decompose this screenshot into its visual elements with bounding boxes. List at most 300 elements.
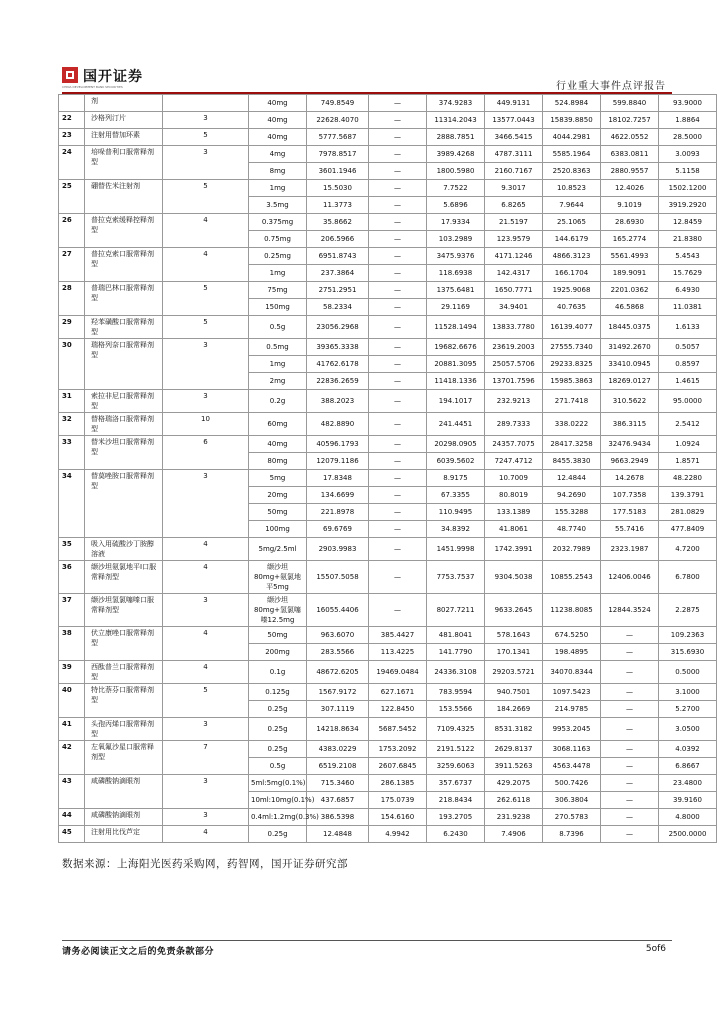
value-cell: 3259.6063 bbox=[427, 758, 485, 775]
spec-cell: 0.2g bbox=[249, 390, 307, 413]
bidder-count-cell: 3 bbox=[163, 775, 249, 809]
value-cell: 6.4930 bbox=[659, 282, 717, 299]
value-cell: 3.0500 bbox=[659, 718, 717, 741]
value-cell: 6039.5602 bbox=[427, 453, 485, 470]
value-cell: 29.1169 bbox=[427, 299, 485, 316]
value-cell: 40.7635 bbox=[543, 299, 601, 316]
value-cell: 262.6118 bbox=[485, 792, 543, 809]
value-cell: 218.8434 bbox=[427, 792, 485, 809]
spec-cell: 100mg bbox=[249, 521, 307, 538]
value-cell: 113.4225 bbox=[369, 644, 427, 661]
value-cell: 783.9594 bbox=[427, 684, 485, 701]
value-cell: 4.8000 bbox=[659, 809, 717, 826]
value-cell: 4563.4478 bbox=[543, 758, 601, 775]
spec-cell: 5mg bbox=[249, 470, 307, 487]
value-cell: 8.7396 bbox=[543, 826, 601, 843]
report-type: 行业重大事件点评报告 bbox=[556, 81, 666, 92]
value-cell: 23.4800 bbox=[659, 775, 717, 792]
value-cell: 58.2334 bbox=[307, 299, 369, 316]
value-cell: — bbox=[369, 248, 427, 265]
value-cell: 8027.7211 bbox=[427, 594, 485, 627]
value-cell: 2323.1987 bbox=[601, 538, 659, 561]
spec-cell: 20mg bbox=[249, 487, 307, 504]
value-cell: 12406.0046 bbox=[601, 561, 659, 594]
value-cell: — bbox=[601, 775, 659, 792]
procurement-price-table bbox=[58, 94, 717, 843]
value-cell: 9633.2645 bbox=[485, 594, 543, 627]
drug-number-cell: 42 bbox=[59, 741, 85, 775]
drug-number-cell: 37 bbox=[59, 594, 85, 627]
value-cell: 12844.3524 bbox=[601, 594, 659, 627]
value-cell: 482.8890 bbox=[307, 413, 369, 436]
value-cell: 2880.9557 bbox=[601, 163, 659, 180]
value-cell: 449.9131 bbox=[485, 95, 543, 112]
value-cell: 25057.5706 bbox=[485, 356, 543, 373]
drug-name-cell: 咸磷酸钠滴眼剂 bbox=[85, 775, 163, 809]
value-cell: 3989.4268 bbox=[427, 146, 485, 163]
value-cell: 16055.4406 bbox=[307, 594, 369, 627]
table-row bbox=[59, 809, 717, 826]
spec-cell: 0.5mg bbox=[249, 339, 307, 356]
value-cell: 271.7418 bbox=[543, 390, 601, 413]
value-cell: 133.1389 bbox=[485, 504, 543, 521]
value-cell: 3475.9376 bbox=[427, 248, 485, 265]
value-cell: — bbox=[369, 163, 427, 180]
value-cell: 1375.6481 bbox=[427, 282, 485, 299]
spec-cell: 0.375mg bbox=[249, 214, 307, 231]
drug-name-cell: 缬沙坦氢氯噻嗪口服常释剂型 bbox=[85, 594, 163, 627]
value-cell: 6.8667 bbox=[659, 758, 717, 775]
value-cell: 184.2669 bbox=[485, 701, 543, 718]
bidder-count-cell: 5 bbox=[163, 180, 249, 214]
value-cell: 599.8840 bbox=[601, 95, 659, 112]
value-cell: — bbox=[369, 521, 427, 538]
value-cell: 386.5398 bbox=[307, 809, 369, 826]
value-cell: 110.9495 bbox=[427, 504, 485, 521]
value-cell: 963.6070 bbox=[307, 627, 369, 644]
value-cell: 12.4844 bbox=[543, 470, 601, 487]
brand-name-english: CHINA DEVELOPMENT BANK SECURITIES bbox=[62, 85, 123, 89]
table-row bbox=[59, 775, 717, 792]
value-cell: — bbox=[369, 594, 427, 627]
value-cell: 1.8864 bbox=[659, 112, 717, 129]
spec-cell: 缬沙坦80mg+氢氯噻嗪12.5mg bbox=[249, 594, 307, 627]
brand-name: 国开证券 bbox=[83, 69, 143, 85]
drug-number-cell: 45 bbox=[59, 826, 85, 843]
spec-cell: 3.5mg bbox=[249, 197, 307, 214]
value-cell: 118.6938 bbox=[427, 265, 485, 282]
value-cell: 437.6857 bbox=[307, 792, 369, 809]
drug-name-cell: 普拉克索缓释控释剂型 bbox=[85, 214, 163, 248]
spec-cell: 40mg bbox=[249, 112, 307, 129]
bidder-count-cell: 3 bbox=[163, 809, 249, 826]
value-cell: — bbox=[369, 197, 427, 214]
value-cell: 940.7501 bbox=[485, 684, 543, 701]
value-cell: 134.6699 bbox=[307, 487, 369, 504]
spec-cell: 40mg bbox=[249, 95, 307, 112]
value-cell: 283.5566 bbox=[307, 644, 369, 661]
value-cell: 20298.0905 bbox=[427, 436, 485, 453]
value-cell: 2032.7989 bbox=[543, 538, 601, 561]
value-cell: 16139.4077 bbox=[543, 316, 601, 339]
value-cell: 198.4895 bbox=[543, 644, 601, 661]
value-cell: — bbox=[601, 758, 659, 775]
spec-cell: 2mg bbox=[249, 373, 307, 390]
drug-name-cell: 替莫唑胺口服常释剂型 bbox=[85, 470, 163, 538]
spec-cell: 0.25g bbox=[249, 701, 307, 718]
value-cell: 39.9160 bbox=[659, 792, 717, 809]
value-cell: 20881.3095 bbox=[427, 356, 485, 373]
value-cell: 28417.3258 bbox=[543, 436, 601, 453]
spec-cell: 1mg bbox=[249, 265, 307, 282]
bidder-count-cell: 3 bbox=[163, 112, 249, 129]
value-cell: 22836.2659 bbox=[307, 373, 369, 390]
drug-number-cell: 39 bbox=[59, 661, 85, 684]
value-cell: — bbox=[369, 504, 427, 521]
value-cell: — bbox=[369, 339, 427, 356]
value-cell: 2500.0000 bbox=[659, 826, 717, 843]
drug-name-cell: 伏立康唑口服常释剂型 bbox=[85, 627, 163, 661]
value-cell: — bbox=[369, 436, 427, 453]
value-cell: 7753.7537 bbox=[427, 561, 485, 594]
value-cell: — bbox=[601, 826, 659, 843]
value-cell: 6.2430 bbox=[427, 826, 485, 843]
value-cell: 13701.7596 bbox=[485, 373, 543, 390]
value-cell: 12.8459 bbox=[659, 214, 717, 231]
value-cell: 21.5197 bbox=[485, 214, 543, 231]
table-row bbox=[59, 129, 717, 146]
value-cell: — bbox=[369, 390, 427, 413]
table-row bbox=[59, 316, 717, 339]
value-cell: 28.6930 bbox=[601, 214, 659, 231]
value-cell: 6519.2108 bbox=[307, 758, 369, 775]
drug-name-cell: 普拉克索口服常释剂型 bbox=[85, 248, 163, 282]
value-cell: 2751.2951 bbox=[307, 282, 369, 299]
table-row bbox=[59, 95, 717, 112]
table-row bbox=[59, 214, 717, 231]
drug-number-cell: 25 bbox=[59, 180, 85, 214]
value-cell: 7247.4712 bbox=[485, 453, 543, 470]
drug-number-cell: 30 bbox=[59, 339, 85, 390]
drug-name-cell: 替格瑞洛口服常释剂型 bbox=[85, 413, 163, 436]
value-cell: — bbox=[369, 561, 427, 594]
spec-cell: 150mg bbox=[249, 299, 307, 316]
value-cell: 48672.6205 bbox=[307, 661, 369, 684]
value-cell: 1.4615 bbox=[659, 373, 717, 390]
spec-cell: 5ml:5mg(0.1%) bbox=[249, 775, 307, 792]
bidder-count-cell: 4 bbox=[163, 661, 249, 684]
table-row bbox=[59, 112, 717, 129]
spec-cell: 40mg bbox=[249, 436, 307, 453]
value-cell: 2160.7167 bbox=[485, 163, 543, 180]
value-cell: 21.8380 bbox=[659, 231, 717, 248]
value-cell: 122.8450 bbox=[369, 701, 427, 718]
value-cell: 1800.5980 bbox=[427, 163, 485, 180]
table-row bbox=[59, 339, 717, 356]
value-cell: — bbox=[369, 299, 427, 316]
value-cell: 123.9579 bbox=[485, 231, 543, 248]
value-cell: 374.9283 bbox=[427, 95, 485, 112]
value-cell: 241.4451 bbox=[427, 413, 485, 436]
value-cell: 11.3773 bbox=[307, 197, 369, 214]
value-cell: 9304.5038 bbox=[485, 561, 543, 594]
spec-cell: 50mg bbox=[249, 627, 307, 644]
value-cell: 306.3804 bbox=[543, 792, 601, 809]
bidder-count-cell: 3 bbox=[163, 718, 249, 741]
value-cell: 155.3288 bbox=[543, 504, 601, 521]
value-cell: 3.0093 bbox=[659, 146, 717, 163]
value-cell: 214.9785 bbox=[543, 701, 601, 718]
disclaimer-text: 请务必阅读正文之后的免责条款部分 bbox=[62, 947, 215, 957]
value-cell: — bbox=[369, 129, 427, 146]
drug-number-cell: 22 bbox=[59, 112, 85, 129]
value-cell: 46.5868 bbox=[601, 299, 659, 316]
bidder-count-cell: 3 bbox=[163, 146, 249, 180]
value-cell: 9.1019 bbox=[601, 197, 659, 214]
value-cell: — bbox=[369, 282, 427, 299]
spec-cell: 缬沙坦80mg+氨氯地平5mg bbox=[249, 561, 307, 594]
drug-number-cell: 34 bbox=[59, 470, 85, 538]
drug-name-cell: 硼替佐米注射剂 bbox=[85, 180, 163, 214]
table-row bbox=[59, 538, 717, 561]
value-cell: 17.9334 bbox=[427, 214, 485, 231]
value-cell: 7.4906 bbox=[485, 826, 543, 843]
drug-name-cell: 咸磷酸钠滴眼剂 bbox=[85, 809, 163, 826]
value-cell: 15507.5058 bbox=[307, 561, 369, 594]
spec-cell: 5mg/2.5ml bbox=[249, 538, 307, 561]
bidder-count-cell: 3 bbox=[163, 339, 249, 390]
spec-cell: 1mg bbox=[249, 180, 307, 197]
value-cell: 15985.3863 bbox=[543, 373, 601, 390]
value-cell: 3.1000 bbox=[659, 684, 717, 701]
page-number: 5of6 bbox=[645, 944, 666, 954]
value-cell: 165.2774 bbox=[601, 231, 659, 248]
spec-cell: 200mg bbox=[249, 644, 307, 661]
table-body bbox=[59, 95, 717, 843]
drug-number-cell: 36 bbox=[59, 561, 85, 594]
drug-name-cell: 左氧氟沙星口服常释剂型 bbox=[85, 741, 163, 775]
value-cell: 1.8571 bbox=[659, 453, 717, 470]
value-cell: 3919.2920 bbox=[659, 197, 717, 214]
bidder-count-cell bbox=[163, 95, 249, 112]
brand-logo-icon bbox=[62, 67, 78, 83]
spec-cell: 0.25mg bbox=[249, 248, 307, 265]
value-cell: 12079.1186 bbox=[307, 453, 369, 470]
value-cell: 48.2280 bbox=[659, 470, 717, 487]
drug-name-cell: 剂 bbox=[85, 95, 163, 112]
table-row bbox=[59, 146, 717, 163]
value-cell: — bbox=[601, 684, 659, 701]
value-cell: 286.1385 bbox=[369, 775, 427, 792]
bidder-count-cell: 5 bbox=[163, 316, 249, 339]
value-cell: 27555.7340 bbox=[543, 339, 601, 356]
value-cell: 31492.2670 bbox=[601, 339, 659, 356]
spec-cell: 0.25g bbox=[249, 718, 307, 741]
table-row bbox=[59, 661, 717, 684]
value-cell: 5.2700 bbox=[659, 701, 717, 718]
spec-cell: 50mg bbox=[249, 504, 307, 521]
value-cell: 17.8348 bbox=[307, 470, 369, 487]
value-cell: 5.4543 bbox=[659, 248, 717, 265]
drug-number-cell: 32 bbox=[59, 413, 85, 436]
spec-cell: 40mg bbox=[249, 129, 307, 146]
value-cell: 289.7333 bbox=[485, 413, 543, 436]
spec-cell: 0.4ml:1.2mg(0.3%) bbox=[249, 809, 307, 826]
value-cell: 11238.8085 bbox=[543, 594, 601, 627]
source-note: 数据来源：上海阳光医药采购网，药智网，国开证券研究部 bbox=[62, 858, 348, 870]
value-cell: — bbox=[369, 487, 427, 504]
value-cell: 4.7200 bbox=[659, 538, 717, 561]
bidder-count-cell: 5 bbox=[163, 282, 249, 316]
value-cell: 33410.0945 bbox=[601, 356, 659, 373]
value-cell: 386.3115 bbox=[601, 413, 659, 436]
value-cell: — bbox=[601, 792, 659, 809]
value-cell: 34.8392 bbox=[427, 521, 485, 538]
drug-name-cell: 缬沙坦氨氯地平Ⅰ口服常释剂型 bbox=[85, 561, 163, 594]
value-cell: 6383.0811 bbox=[601, 146, 659, 163]
value-cell: — bbox=[601, 718, 659, 741]
value-cell: 23056.2968 bbox=[307, 316, 369, 339]
value-cell: 9663.2949 bbox=[601, 453, 659, 470]
drug-number-cell: 41 bbox=[59, 718, 85, 741]
value-cell: 24336.3108 bbox=[427, 661, 485, 684]
value-cell: 24357.7075 bbox=[485, 436, 543, 453]
value-cell: 357.6737 bbox=[427, 775, 485, 792]
drug-number-cell bbox=[59, 95, 85, 112]
value-cell: 2.2875 bbox=[659, 594, 717, 627]
value-cell: 166.1704 bbox=[543, 265, 601, 282]
value-cell: 5777.5687 bbox=[307, 129, 369, 146]
value-cell: 281.0829 bbox=[659, 504, 717, 521]
value-cell: 3068.1163 bbox=[543, 741, 601, 758]
table-row bbox=[59, 826, 717, 843]
value-cell: 35.8662 bbox=[307, 214, 369, 231]
value-cell: 8455.3830 bbox=[543, 453, 601, 470]
bidder-count-cell: 4 bbox=[163, 248, 249, 282]
value-cell: 237.3864 bbox=[307, 265, 369, 282]
value-cell: 232.9213 bbox=[485, 390, 543, 413]
value-cell: 270.5783 bbox=[543, 809, 601, 826]
drug-number-cell: 38 bbox=[59, 627, 85, 661]
drug-name-cell: 注射用比伐芦定 bbox=[85, 826, 163, 843]
bidder-count-cell: 10 bbox=[163, 413, 249, 436]
value-cell: 338.0222 bbox=[543, 413, 601, 436]
value-cell: 11314.2043 bbox=[427, 112, 485, 129]
value-cell: — bbox=[369, 356, 427, 373]
value-cell: 2903.9983 bbox=[307, 538, 369, 561]
value-cell: 55.7416 bbox=[601, 521, 659, 538]
value-cell: 674.5250 bbox=[543, 627, 601, 644]
value-cell: 1567.9172 bbox=[307, 684, 369, 701]
value-cell: 221.8978 bbox=[307, 504, 369, 521]
value-cell: 1925.9068 bbox=[543, 282, 601, 299]
drug-number-cell: 44 bbox=[59, 809, 85, 826]
value-cell: 524.8984 bbox=[543, 95, 601, 112]
value-cell: 5585.1964 bbox=[543, 146, 601, 163]
drug-number-cell: 40 bbox=[59, 684, 85, 718]
spec-cell: 0.75mg bbox=[249, 231, 307, 248]
value-cell: 40596.1793 bbox=[307, 436, 369, 453]
table-row bbox=[59, 627, 717, 644]
value-cell: 144.6179 bbox=[543, 231, 601, 248]
spec-cell: 0.25g bbox=[249, 826, 307, 843]
drug-name-cell: 索拉非尼口服常释剂型 bbox=[85, 390, 163, 413]
bidder-count-cell: 3 bbox=[163, 390, 249, 413]
value-cell: 170.1341 bbox=[485, 644, 543, 661]
value-cell: 175.0739 bbox=[369, 792, 427, 809]
value-cell: — bbox=[369, 112, 427, 129]
value-cell: 95.0000 bbox=[659, 390, 717, 413]
value-cell: 109.2363 bbox=[659, 627, 717, 644]
value-cell: 1451.9998 bbox=[427, 538, 485, 561]
value-cell: 4.9942 bbox=[369, 826, 427, 843]
drug-name-cell: 培哚普利口服常释剂型 bbox=[85, 146, 163, 180]
value-cell: 315.6930 bbox=[659, 644, 717, 661]
value-cell: — bbox=[601, 701, 659, 718]
value-cell: 189.9091 bbox=[601, 265, 659, 282]
value-cell: 139.3791 bbox=[659, 487, 717, 504]
value-cell: 19469.0484 bbox=[369, 661, 427, 684]
value-cell: 9.3017 bbox=[485, 180, 543, 197]
value-cell: — bbox=[369, 146, 427, 163]
bidder-count-cell: 3 bbox=[163, 470, 249, 538]
drug-number-cell: 26 bbox=[59, 214, 85, 248]
value-cell: 193.2705 bbox=[427, 809, 485, 826]
value-cell: 41762.6178 bbox=[307, 356, 369, 373]
drug-name-cell: 特比萘芬口服常释剂型 bbox=[85, 684, 163, 718]
spec-cell: 60mg bbox=[249, 413, 307, 436]
value-cell: 1.0924 bbox=[659, 436, 717, 453]
bidder-count-cell: 4 bbox=[163, 561, 249, 594]
value-cell: 1.6133 bbox=[659, 316, 717, 339]
value-cell: — bbox=[601, 627, 659, 644]
value-cell: — bbox=[369, 231, 427, 248]
page-header bbox=[0, 0, 724, 96]
value-cell: 7.7522 bbox=[427, 180, 485, 197]
value-cell: 1097.5423 bbox=[543, 684, 601, 701]
drug-number-cell: 31 bbox=[59, 390, 85, 413]
value-cell: — bbox=[369, 470, 427, 487]
value-cell: 429.2075 bbox=[485, 775, 543, 792]
spec-cell: 0.1g bbox=[249, 661, 307, 684]
value-cell: 12.4848 bbox=[307, 826, 369, 843]
value-cell: 0.8597 bbox=[659, 356, 717, 373]
value-cell: — bbox=[369, 453, 427, 470]
spec-cell: 0.5g bbox=[249, 316, 307, 339]
value-cell: 4866.3123 bbox=[543, 248, 601, 265]
table-row bbox=[59, 684, 717, 701]
value-cell: 34.9401 bbox=[485, 299, 543, 316]
value-cell: 8531.3182 bbox=[485, 718, 543, 741]
table-row bbox=[59, 282, 717, 299]
value-cell: 94.2690 bbox=[543, 487, 601, 504]
value-cell: 69.6769 bbox=[307, 521, 369, 538]
value-cell: 4787.3111 bbox=[485, 146, 543, 163]
value-cell: — bbox=[601, 661, 659, 684]
table-row bbox=[59, 470, 717, 487]
value-cell: 194.1017 bbox=[427, 390, 485, 413]
value-cell: 80.8019 bbox=[485, 487, 543, 504]
value-cell: — bbox=[369, 538, 427, 561]
value-cell: 12.4026 bbox=[601, 180, 659, 197]
value-cell: 388.2023 bbox=[307, 390, 369, 413]
value-cell: 2520.8363 bbox=[543, 163, 601, 180]
bidder-count-cell: 5 bbox=[163, 129, 249, 146]
value-cell: 1742.3991 bbox=[485, 538, 543, 561]
value-cell: 5687.5452 bbox=[369, 718, 427, 741]
drug-name-cell: 西酞普兰口服常释剂型 bbox=[85, 661, 163, 684]
spec-cell: 1mg bbox=[249, 356, 307, 373]
